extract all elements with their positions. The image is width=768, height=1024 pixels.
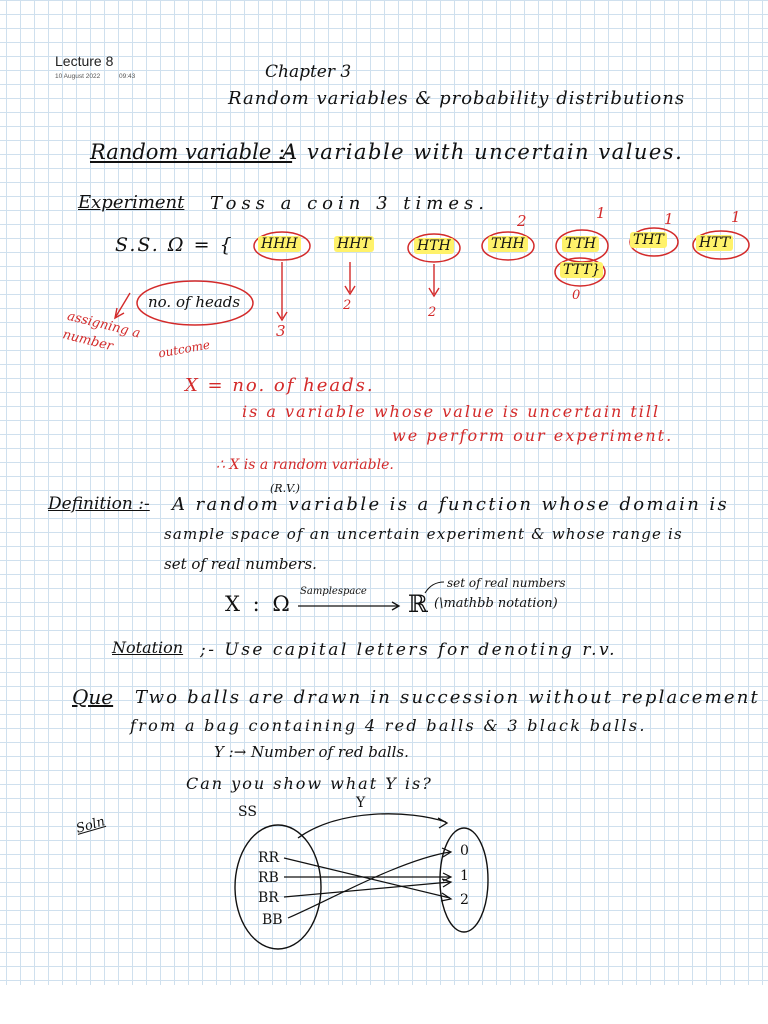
outcome-htt: HTT	[696, 235, 733, 251]
domain-item: RR	[258, 850, 280, 866]
range-item: 2	[460, 892, 469, 908]
map-line	[284, 882, 450, 897]
sample-space-prefix: S.S. Ω = {	[115, 234, 234, 256]
notation-text: ;- Use capital letters for denoting r.v.	[200, 640, 617, 660]
chapter-number: Chapter 3	[265, 62, 352, 82]
range-item: 0	[460, 843, 469, 859]
outcome-hth: HTH	[414, 238, 454, 254]
solution-ss-label: SS	[238, 804, 257, 820]
mapping-lhs: X : Ω	[225, 592, 293, 616]
rv-abbrev-note: (R.V.)	[270, 482, 300, 495]
definition-label: Definition :-	[48, 494, 150, 514]
rv-definition: A variable with uncertain values.	[282, 140, 684, 164]
question-line4: Can you show what Y is?	[186, 774, 433, 793]
count-above: 1	[731, 208, 741, 226]
count-above: 1	[664, 210, 674, 228]
map-line	[284, 858, 450, 898]
y-arrow	[298, 814, 446, 838]
outcome-note: outcome	[157, 337, 212, 361]
page-bottom-margin	[0, 985, 768, 1024]
count-below: 3	[276, 322, 286, 340]
mapping-label: no. of heads	[148, 293, 241, 311]
x-note-line4: ∴ X is a random variable.	[216, 457, 394, 473]
solution-y-label: Y	[356, 795, 366, 811]
x-note-line2: is a variable whose value is uncertain till	[242, 402, 661, 421]
outcome-thh: THH	[488, 236, 528, 252]
domain-item: BR	[258, 890, 279, 906]
mapping-mathbb-note: (\mathbb notation)	[434, 596, 558, 611]
x-note-line3: we perform our experiment.	[392, 426, 674, 445]
mapping-arrow-label: Samplespace	[300, 586, 367, 597]
outcome-hhh: HHH	[258, 236, 301, 252]
question-label: Que	[72, 685, 114, 709]
mapping-rhs: ℝ	[408, 590, 428, 618]
domain-item: BB	[262, 912, 283, 928]
experiment-label: Experiment	[78, 192, 185, 213]
domain-item: RB	[258, 870, 279, 886]
count-above: 1	[596, 204, 606, 222]
lecture-time: 09:43	[119, 73, 136, 80]
outcome-ttt: TTT}	[560, 262, 603, 278]
outcome-hht: HHT	[334, 236, 374, 252]
experiment-text: Toss a coin 3 times.	[210, 193, 489, 214]
solution-label: Soln	[74, 814, 107, 837]
x-note-line1: X = no. of heads.	[185, 375, 375, 396]
rv-term: Random variable :-	[90, 140, 293, 164]
definition-line2: sample space of an uncertain experiment & whose range is	[164, 525, 683, 543]
question-line2: from a bag containing 4 red balls & 3 black balls.	[130, 716, 647, 735]
count-above: 2	[517, 212, 527, 230]
mapping-set-note: set of real numbers	[447, 576, 566, 590]
range-item: 1	[460, 868, 469, 884]
count-below: 0	[572, 288, 581, 303]
count-below: 2	[343, 298, 352, 313]
notation-label: Notation	[112, 638, 184, 657]
definition-line3: set of real numbers.	[164, 555, 317, 573]
question-line1: Two balls are drawn in succession without replacement	[135, 687, 760, 708]
assigning-note: assigning a number	[61, 308, 142, 355]
definition-line1: A random variable is a function whose domain is	[172, 494, 730, 515]
count-below: 2	[428, 305, 437, 320]
question-line3: Y :→ Number of red balls.	[214, 743, 409, 761]
lecture-date: 10 August 2022	[55, 73, 101, 80]
outcome-tht: THT	[630, 232, 667, 248]
map-line	[288, 852, 450, 918]
domain-oval	[235, 825, 321, 949]
chapter-title: Random variables & probability distributions	[228, 88, 686, 109]
lecture-title: Lecture 8	[55, 53, 114, 69]
outcome-tth: TTH	[562, 236, 599, 252]
